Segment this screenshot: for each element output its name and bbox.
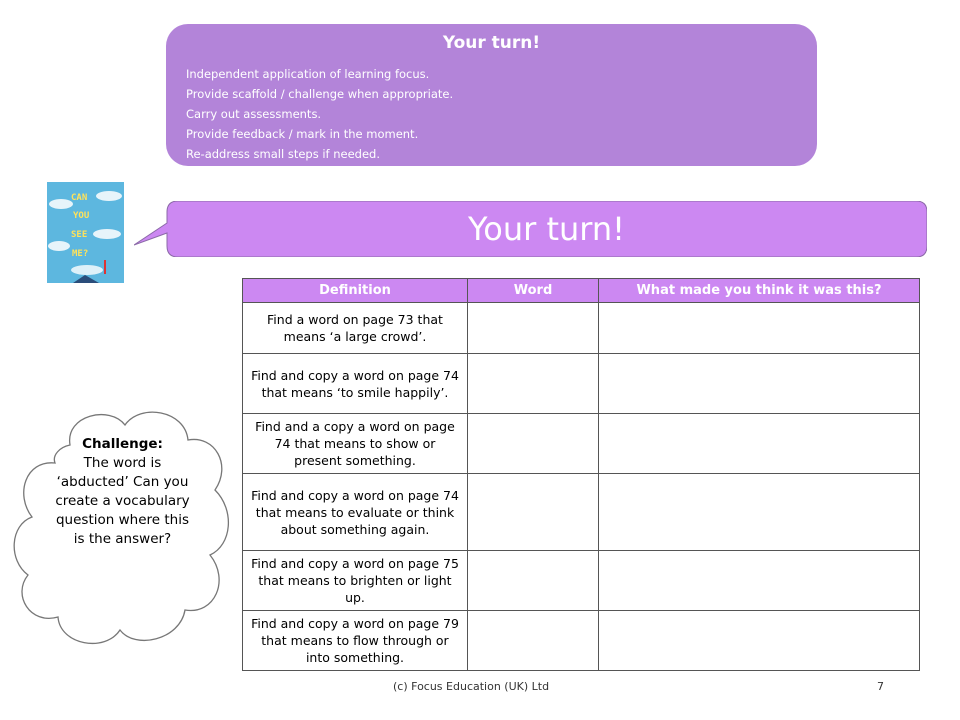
definition-cell: Find and copy a word on page 74 that means to evaluate or think about something again. [243,474,468,551]
reason-answer-cell[interactable] [599,551,920,611]
instruction-line: Re-address small steps if needed. [186,147,381,161]
word-answer-cell[interactable] [468,414,599,474]
book-cover-image [47,182,124,283]
word-answer-cell[interactable] [468,303,599,354]
definition-cell: Find a word on page 73 that means ‘a large crowd’. [243,303,468,354]
vocabulary-table [242,278,920,671]
word-answer-cell[interactable] [468,474,599,551]
table-row [243,354,920,414]
definition-cell: Find and copy a word on page 79 that means to flow through or into something. [243,611,468,671]
table-row [243,303,920,354]
definition-cell: Find and copy a word on page 74 that means ‘to smile happily’. [243,354,468,414]
table-header-row [243,279,920,303]
book-cover-title: CAN [71,193,88,203]
word-answer-cell[interactable] [468,611,599,671]
instruction-line: Provide scaffold / challenge when appropriate. [186,87,454,101]
challenge-cloud [10,405,232,653]
book-cover-title: SEE [71,230,88,240]
column-header-definition: Definition [243,279,468,303]
your-turn-banner [134,201,927,257]
word-answer-cell[interactable] [468,354,599,414]
column-header-word: Word [468,279,599,303]
reason-answer-cell[interactable] [599,414,920,474]
table-row [243,611,920,671]
instruction-line: Carry out assessments. [186,107,322,121]
instruction-box [166,24,817,166]
instruction-title: Your turn! [442,33,541,53]
footer-page-number: 7 [877,680,884,693]
challenge-body: The word is ‘abducted’ Can you create a vocabulary question where this is the answer? [55,455,190,547]
reason-answer-cell[interactable] [599,474,920,551]
challenge-title: Challenge: [82,436,163,452]
column-header-reason: What made you think it was this? [599,279,920,303]
table-row [243,414,920,474]
banner-title: Your turn! [467,210,625,248]
definition-cell: Find and copy a word on page 75 that means to brighten or light up. [243,551,468,611]
reason-answer-cell[interactable] [599,303,920,354]
instruction-line: Provide feedback / mark in the moment. [186,127,419,141]
footer-copyright: (c) Focus Education (UK) Ltd [393,680,550,693]
book-cover-title: ME? [72,249,89,259]
reason-answer-cell[interactable] [599,611,920,671]
challenge-text [50,435,195,549]
table-row [243,474,920,551]
instruction-line: Independent application of learning focus. [186,67,430,81]
reason-answer-cell[interactable] [599,354,920,414]
book-cover-title: YOU [73,211,90,221]
table-row [243,551,920,611]
definition-cell: Find and a copy a word on page 74 that means to show or present something. [243,414,468,474]
word-answer-cell[interactable] [468,551,599,611]
